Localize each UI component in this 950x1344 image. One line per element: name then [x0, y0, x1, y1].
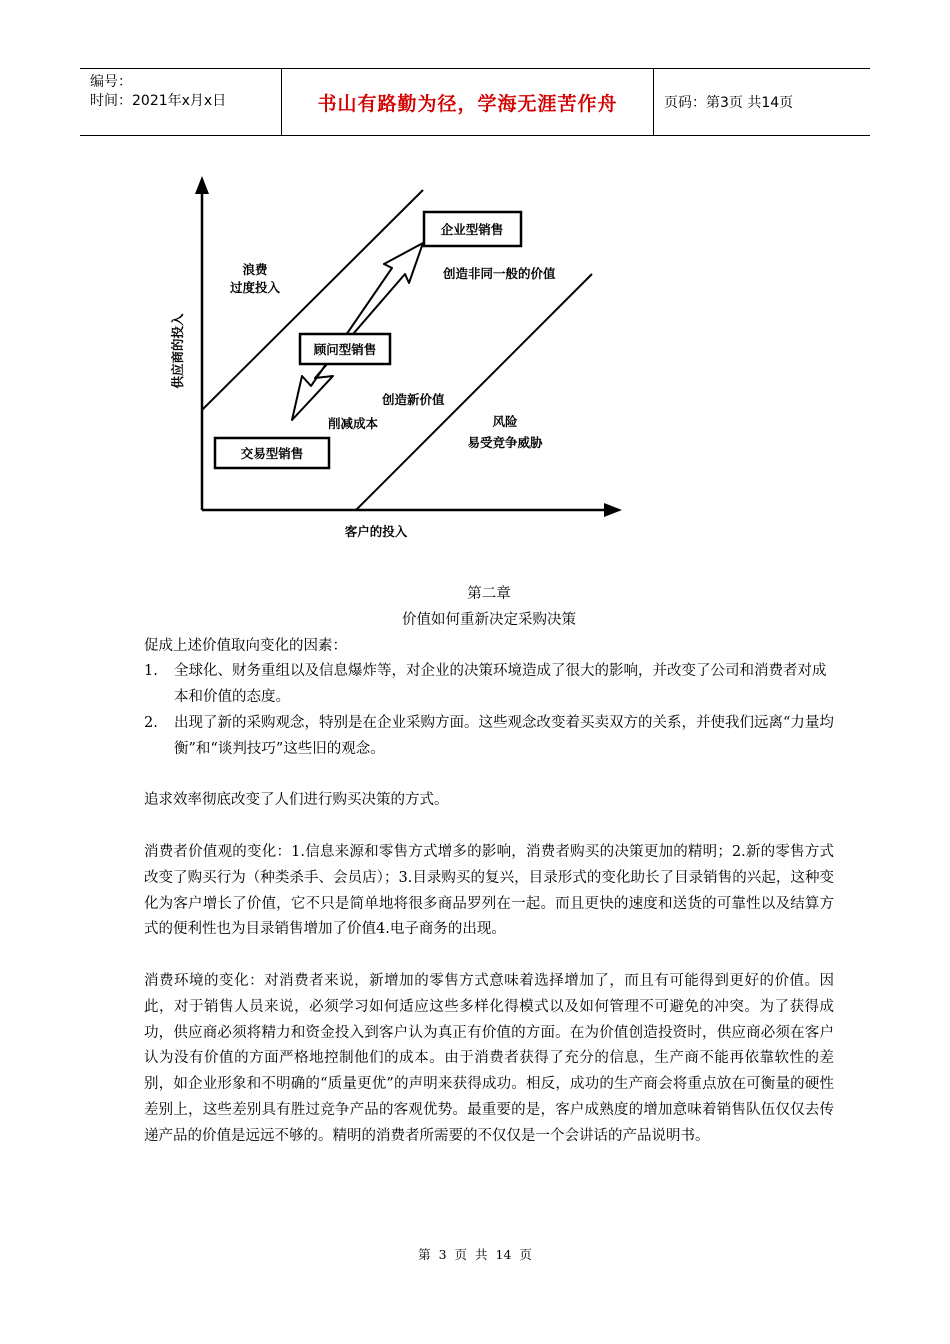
transaction-sales-label: 交易型销售	[240, 446, 304, 461]
paragraph-consumer-environment: 消费环境的变化：对消费者来说，新增加的零售方式意味着选择增加了，而且有可能得到更好的价值。因此，对于销售人员来说，必须学习如何适应这些多样化得模式以及如何管理不可避免的冲突。为了获得成功，供应商必须将精力和资金投入到客户认为真正有价值的方面。在为价值创造投资时，供应商必须在客户认为没有价值的方面严格地控制他们的成本。由于消费者获得了充分的信息，生产商不能再依靠软性的差别，如企业形象和不明确的“质量更优”的声明来获得成功。相反，成功的生产商会将重点放在可衡量的硬性差别上，这些差别具有胜过竞争产品的客观优势。最重要的是，客户成熟度的增加意味着销售队伍仅仅去传递产品的价值是远远不够的。精明的消费者所需要的不仅仅是一个会讲话的产品说明书。	[144, 972, 834, 1144]
chapter-title: 价值如何重新决定采购决策	[402, 611, 576, 628]
waste-label-2: 过度投入	[229, 280, 281, 295]
chapter-heading: 第二章	[467, 586, 511, 602]
sales-value-diagram	[160, 170, 640, 550]
footer-di: 第	[418, 1247, 431, 1262]
document-body	[144, 582, 834, 1150]
paragraph-efficiency: 追求效率彻底改变了人们进行购买决策的方式。	[144, 792, 449, 809]
list-item-text: 出现了新的采购观念，特别是在企业采购方面。这些观念改变着买卖双方的关系，并使我们远离“力量均衡”和“谈判技巧”这些旧的观念。	[174, 714, 834, 757]
y-axis-arrow	[195, 176, 209, 194]
list-item	[144, 659, 834, 711]
footer-ye: 页	[454, 1247, 468, 1262]
number-label: 编号：	[90, 74, 132, 90]
y-axis-label: 供应商的投入	[170, 313, 185, 389]
footer-ye2: 页	[519, 1247, 532, 1262]
x-axis-label: 客户的投入	[344, 524, 408, 539]
create-unique-value-label: 创造非同一般的价值	[443, 266, 556, 281]
paragraph-consumer-values: 消费者价值观的变化：1.信息来源和零售方式增多的影响，消费者购买的决策更加的精明；2.新的零售方式改变了购买行为（种类杀手、会员店）；3.目录购买的复兴，目录形式的变化助长了目录销售的兴起，这种变化为客户增长了价值，它不只是简单地将很多商品罗列在一起。而且更快的速度和送货的可靠性以及结算方式的便利性也为目录销售增加了价值4.电子商务的出现。	[144, 843, 834, 938]
list-item-text: 全球化、财务重组以及信息爆炸等，对企业的决策环境造成了很大的影响，并改变了公司和消费者对成本和价值的态度。	[174, 663, 827, 706]
footer-page-number: 3	[438, 1247, 447, 1262]
create-new-value-label: 创造新价值	[382, 392, 445, 407]
footer-total-pages: 14	[495, 1247, 512, 1262]
enterprise-sales-label: 企业型销售	[440, 222, 504, 237]
page-footer	[0, 1245, 950, 1263]
footer-gong: 共	[475, 1247, 488, 1262]
risk-label-2: 易受竞争威胁	[467, 435, 543, 450]
header-page-label: 页码：第3页 共14页	[664, 95, 794, 111]
consultant-sales-label: 顾问型销售	[313, 342, 377, 357]
list-item	[144, 711, 834, 763]
upper-diagonal	[202, 190, 423, 410]
intro-text: 促成上述价值取向变化的因素：	[144, 637, 347, 654]
factor-list	[144, 659, 834, 762]
risk-label-1: 风险	[492, 414, 518, 429]
waste-label-1: 浪费	[242, 262, 268, 277]
page-header	[80, 68, 870, 136]
header-meta	[80, 69, 282, 135]
header-motto: 书山有路勤为径，学海无涯苦作舟	[282, 69, 654, 135]
cut-cost-label: 削减成本	[328, 416, 379, 431]
time-label: 时间：2021年x月x日	[90, 93, 227, 109]
list-item-number: 1.	[144, 663, 158, 680]
x-axis-arrow	[604, 503, 622, 517]
list-item-number: 2.	[144, 714, 158, 731]
